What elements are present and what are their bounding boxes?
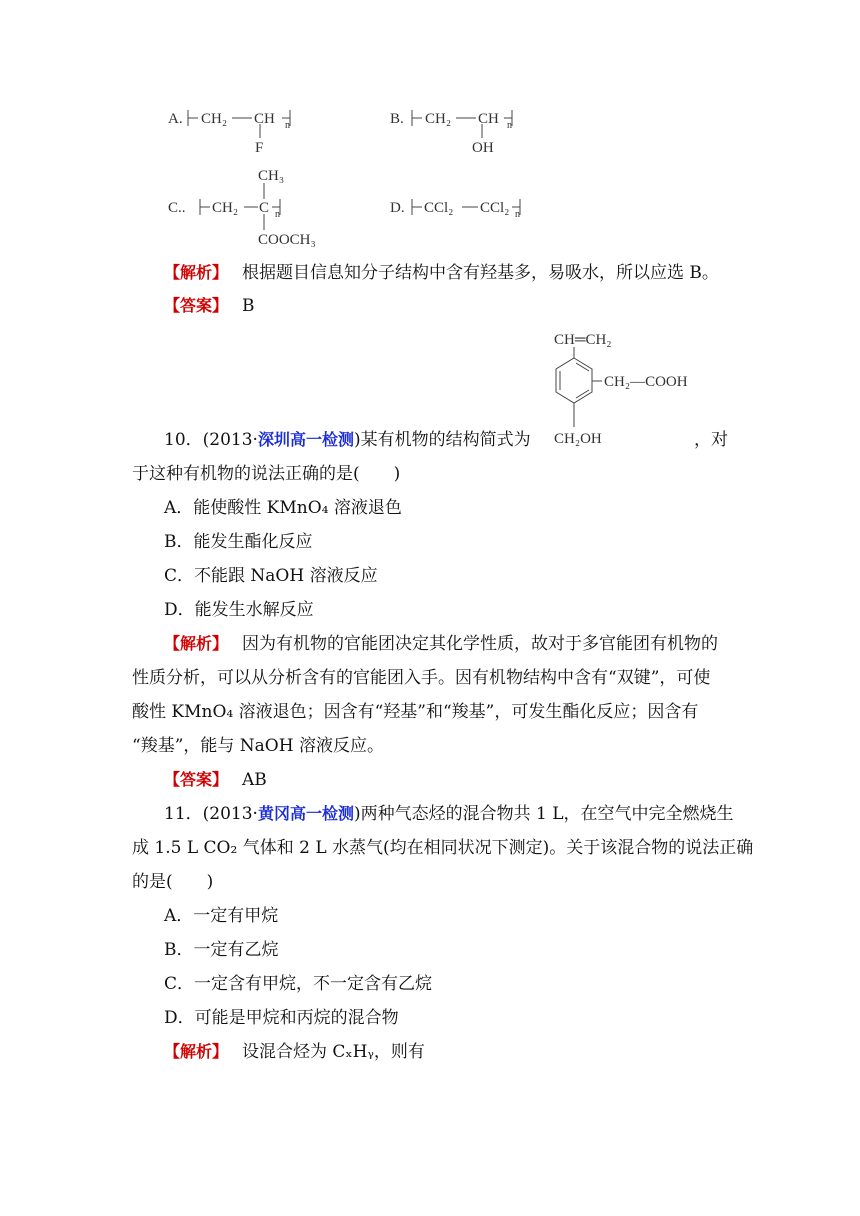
option-a-f: F xyxy=(255,140,264,156)
q10-source-open: (2013· xyxy=(202,430,258,450)
q11-option-d: D．可能是甲烷和丙烷的混合物 xyxy=(164,1008,399,1028)
q10-analysis-line1 xyxy=(164,632,718,656)
option-b-oh: OH xyxy=(472,140,494,156)
option-c-c: C xyxy=(259,200,270,216)
analysis-tag: 【解析】 xyxy=(164,263,229,282)
analysis-text: 因为有机物的官能团决定其化学性质，故对于多官能团有机物的 xyxy=(242,634,719,654)
acetic-group: CH₂—COOH xyxy=(604,374,688,390)
option-b-n: n xyxy=(507,120,512,131)
q10-structure xyxy=(540,325,710,450)
option-d-n: n xyxy=(515,209,520,220)
q10-option-b: B．能发生酯化反应 xyxy=(164,532,313,552)
hydroxymethyl-group: CH₂OH xyxy=(554,431,602,447)
q11-option-c: C．一定含有甲烷，不一定含有乙烷 xyxy=(164,974,433,994)
q11-stem-a: 两种气态烃的混合物共 1 L，在空气中完全燃烧生 xyxy=(360,804,734,824)
q11-source-close: ) xyxy=(353,804,361,824)
option-b-label: B. xyxy=(390,111,404,127)
q11-stem-line3: 的是( ) xyxy=(132,872,214,892)
option-a-ch2: CH₂ xyxy=(201,111,228,127)
q10-stem-line1 xyxy=(164,428,531,452)
option-c-cooch3: COOCH₃ xyxy=(258,232,316,248)
answer-value: B xyxy=(242,296,255,316)
q10-number: 10． xyxy=(164,430,203,450)
q10-option-d: D．能发生水解反应 xyxy=(164,600,314,620)
option-d-ccl2-2: CCl₂ xyxy=(480,200,510,216)
analysis-tag: 【解析】 xyxy=(164,634,229,653)
q10-source-close: ) xyxy=(353,430,361,450)
q10-source-name: 深圳高一检测 xyxy=(257,430,354,449)
q10-stem-a: 某有机物的结构简式为 xyxy=(360,430,531,450)
option-b-ch2: CH₂ xyxy=(425,111,452,127)
q9-analysis xyxy=(164,261,719,285)
answer-tag: 【答案】 xyxy=(164,296,229,315)
q11-number: 11． xyxy=(164,804,203,824)
option-c-label: C.. xyxy=(168,200,186,216)
analysis-text: 根据题目信息知分子结构中含有羟基多，易吸水，所以应选 B。 xyxy=(242,263,719,283)
answer-value: AB xyxy=(242,770,267,790)
q11-stem-line2: 成 1.5 L CO₂ 气体和 2 L 水蒸气(均在相同状况下测定)。关于该混合物的说法正确 xyxy=(132,838,754,858)
q11-stem-line1 xyxy=(164,802,734,826)
q11-source-name: 黄冈高一检测 xyxy=(257,804,354,823)
answer-tag: 【答案】 xyxy=(164,770,229,789)
q10-answer xyxy=(164,768,267,792)
option-d-label: D. xyxy=(390,200,405,216)
q9-answer xyxy=(164,294,255,318)
option-c-n: n xyxy=(275,209,280,220)
q11-source-open: (2013· xyxy=(202,804,258,824)
vinyl-group: CH═CH₂ xyxy=(554,332,612,348)
q10-stem-line2: 于这种有机物的说法正确的是( ) xyxy=(132,464,401,484)
analysis-text: 设混合烃为 CₓHᵧ，则有 xyxy=(242,1042,425,1062)
q10-analysis-line3: 酸性 KMnO₄ 溶液退色；因含有“羟基”和“羧基”，可发生酯化反应；因含有 xyxy=(132,702,699,722)
option-a-n: n xyxy=(285,120,290,131)
q10-stem-b: ，对 xyxy=(694,430,728,450)
option-a-ch: CH xyxy=(254,111,275,127)
option-c-ch3: CH₃ xyxy=(258,168,285,184)
q10-analysis-line2: 性质分析，可以从分析含有的官能团入手。因有机物结构中含有“双键”，可使 xyxy=(132,668,711,688)
q10-analysis-line4: “羧基”，能与 NaOH 溶液反应。 xyxy=(132,736,384,756)
q11-analysis xyxy=(164,1040,425,1064)
option-a-label: A. xyxy=(168,111,183,127)
q9-structure-options xyxy=(0,0,860,260)
option-b-ch: CH xyxy=(478,111,499,127)
option-c-ch2: CH₂ xyxy=(212,200,239,216)
analysis-tag: 【解析】 xyxy=(164,1042,229,1061)
option-d-ccl2-1: CCl₂ xyxy=(424,200,454,216)
q10-option-a: A．能使酸性 KMnO₄ 溶液退色 xyxy=(164,498,402,518)
q11-option-b: B．一定有乙烷 xyxy=(164,940,279,960)
q11-option-a: A．一定有甲烷 xyxy=(164,906,279,926)
q10-option-c: C．不能跟 NaOH 溶液反应 xyxy=(164,566,378,586)
